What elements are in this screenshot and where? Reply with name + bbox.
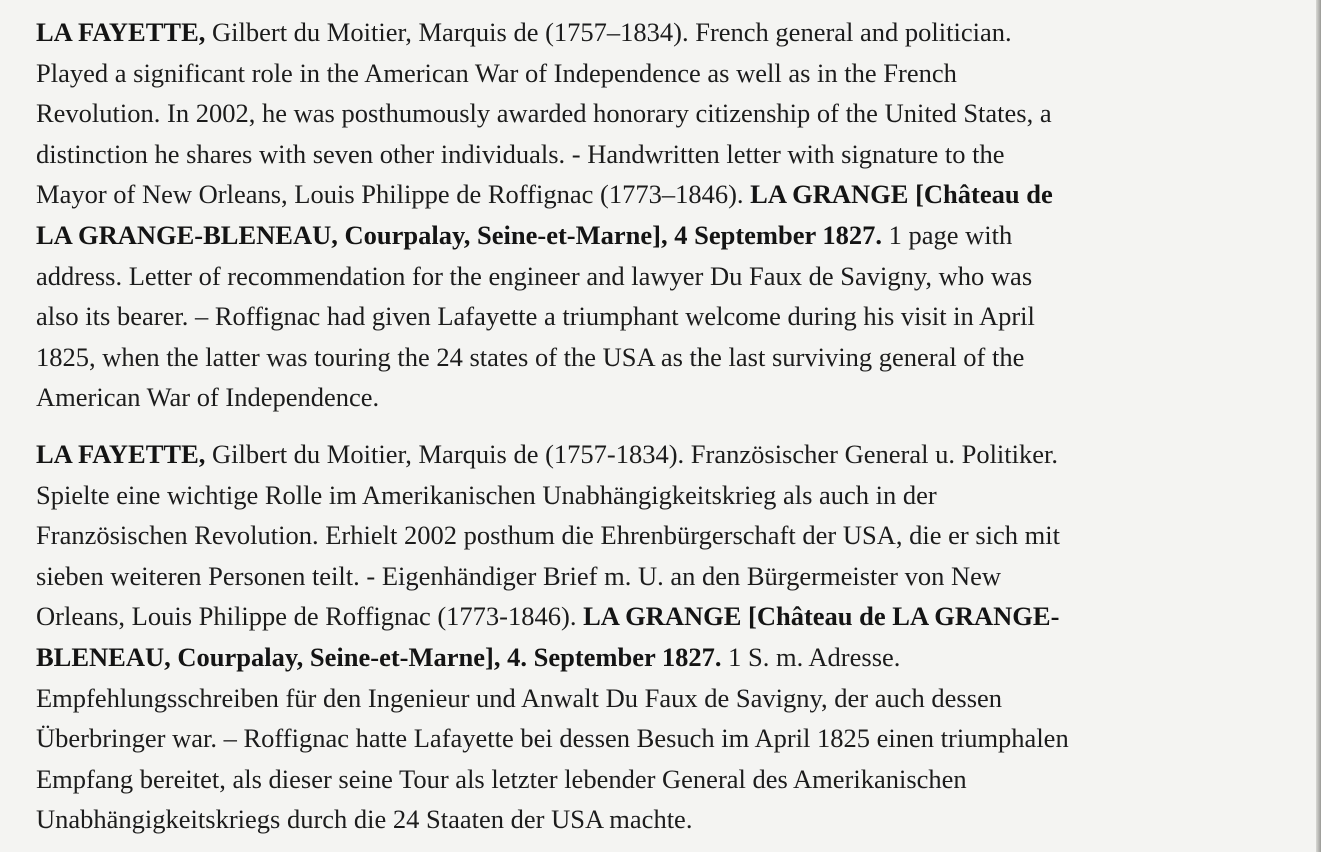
text-line: Revolution. In 2002, he was posthumously awarded honorary citizenship of the United States, a [36, 98, 1052, 129]
text-line: sieben weiteren Personen teilt. - Eigenhändiger Brief m. U. an den Bürgermeister von New [36, 560, 1001, 591]
text-line: address. Letter of recommendation for the engineer and lawyer Du Faux de Savigny, who was [36, 260, 1033, 291]
text-line: Empfehlungsschreiben für den Ingenieur und Anwalt Du Faux de Savigny, der auch dessen [36, 682, 1003, 713]
entry-english [36, 12, 1298, 418]
text-line: Unabhängigkeitskriegs durch die 24 Staaten der USA machte. [36, 804, 693, 835]
text-line: Played a significant role in the American War of Independence as well as in the French [36, 57, 957, 88]
text-line: American War of Independence. [36, 382, 380, 413]
text-line: Mayor of New Orleans, Louis Philippe de Roffignac (1773–1846). LA GRANGE [Château de [36, 179, 1053, 210]
text-line: distinction he shares with seven other individuals. - Handwritten letter with signature to the [36, 138, 1005, 169]
text-line: also its bearer. – Roffignac had given Lafayette a triumphant welcome during his visit in April [36, 301, 1035, 332]
text-line: Spielte eine wichtige Rolle im Amerikanischen Unabhängigkeitskrieg als auch in der [36, 479, 937, 510]
text-line: LA FAYETTE, Gilbert du Moitier, Marquis de (1757–1834). French general and politician. [36, 17, 1012, 47]
text-line: BLENEAU, Courpalay, Seine-et-Marne], 4. September 1827. 1 S. m. Adresse. [36, 641, 901, 672]
text-line: Französischen Revolution. Erhielt 2002 posthum die Ehrenbürgerschaft der USA, die er sich mit [36, 520, 1060, 551]
text-line: Empfang bereitet, als dieser seine Tour als letzter lebender General des Amerikanischen [36, 763, 967, 794]
text-line: LA GRANGE-BLENEAU, Courpalay, Seine-et-Marne], 4 September 1827. 1 page with [36, 219, 1013, 250]
entry-german [36, 434, 1298, 840]
page-edge-shadow [1316, 0, 1321, 852]
text-line: 1825, when the latter was touring the 24 states of the USA as the last surviving general of the [36, 341, 1025, 372]
text-line: Orleans, Louis Philippe de Roffignac (1773-1846). LA GRANGE [Château de LA GRANGE- [36, 601, 1060, 632]
text-line: Überbringer war. – Roffignac hatte Lafayette bei dessen Besuch im April 1825 einen triumphalen [36, 723, 1069, 754]
text-line: LA FAYETTE, Gilbert du Moitier, Marquis de (1757-1834). Französischer General u. Politiker. [36, 439, 1059, 469]
